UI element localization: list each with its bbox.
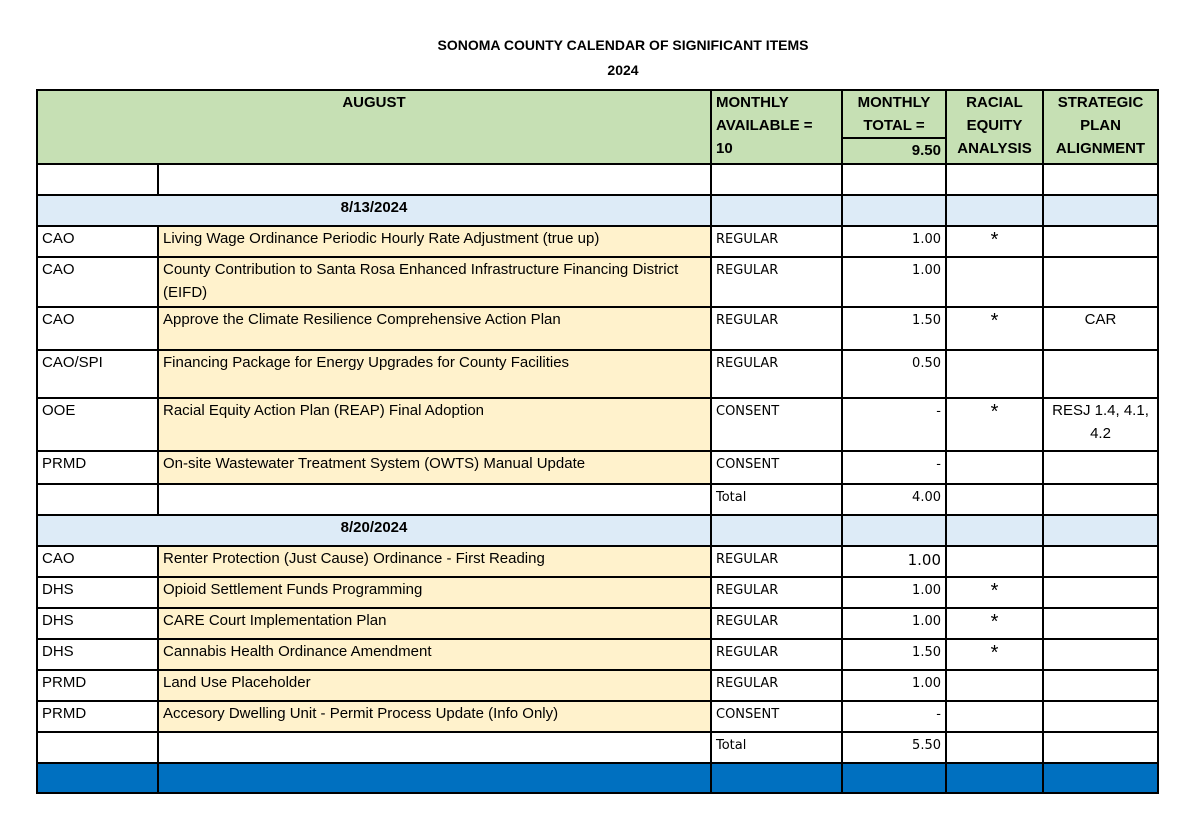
date-row-empty-cell [1043, 195, 1158, 226]
item-description-cell: Approve the Climate Resilience Comprehensive Action Plan [158, 307, 711, 350]
blank-cell [711, 164, 842, 195]
monthly-total-label-2: TOTAL = [863, 117, 925, 134]
racial-equity-cell: * [946, 639, 1043, 670]
total-row-empty-cell [37, 484, 158, 515]
footer-bar-cell [842, 763, 946, 793]
total-row-empty-cell [1043, 732, 1158, 763]
item-description-cell: Opioid Settlement Funds Programming [158, 577, 711, 608]
item-type-cell: REGULAR [711, 350, 842, 398]
item-type-cell: CONSENT [711, 701, 842, 732]
monthly-total-value: 9.50 [843, 137, 945, 162]
item-type-cell: REGULAR [711, 608, 842, 639]
total-label: Total [711, 732, 842, 763]
department-cell: CAO [37, 307, 158, 350]
department-cell: CAO [37, 226, 158, 257]
item-description-cell: Cannabis Health Ordinance Amendment [158, 639, 711, 670]
blank-cell [946, 164, 1043, 195]
footer-bar-row [37, 763, 1158, 793]
total-row-empty-cell [158, 732, 711, 763]
meeting-date: 8/20/2024 [37, 515, 711, 546]
date-row-empty-cell [842, 515, 946, 546]
total-row [37, 732, 1158, 763]
table-row [37, 546, 1158, 577]
racial-equity-label-2: EQUITY [966, 117, 1023, 134]
monthly-available-label-2: AVAILABLE = [716, 117, 813, 134]
date-row-empty-cell [711, 195, 842, 226]
date-row-empty-cell [842, 195, 946, 226]
document-year: 2024 [607, 62, 639, 78]
meeting-date: 8/13/2024 [37, 195, 711, 226]
department-cell: PRMD [37, 670, 158, 701]
month-header: AUGUST [37, 90, 711, 164]
footer-bar-cell [37, 763, 158, 793]
footer-bar-cell [1043, 763, 1158, 793]
blank-row [37, 164, 1158, 195]
calendar-table [36, 89, 1159, 794]
date-row-empty-cell [1043, 515, 1158, 546]
table-row [37, 639, 1158, 670]
item-description-cell: County Contribution to Santa Rosa Enhanced Infrastructure Financing District (EIFD) [158, 257, 711, 307]
table-row [37, 451, 1158, 484]
strategic-plan-label-2: PLAN [1080, 117, 1121, 134]
department-cell: DHS [37, 577, 158, 608]
time-amount-cell: 1.50 [842, 307, 946, 350]
strategic-plan-label-1: STRATEGIC [1057, 94, 1144, 111]
monthly-available-header [711, 90, 842, 164]
racial-equity-cell [946, 546, 1043, 577]
racial-equity-label-1: RACIAL [966, 94, 1023, 111]
table-row [37, 701, 1158, 732]
department-cell: DHS [37, 639, 158, 670]
item-description-cell: Land Use Placeholder [158, 670, 711, 701]
strategic-plan-cell [1043, 226, 1158, 257]
time-amount-cell: 0.50 [842, 350, 946, 398]
time-amount-cell: 1.00 [842, 577, 946, 608]
table-row [37, 350, 1158, 398]
time-amount-cell: - [842, 398, 946, 451]
document-title: SONOMA COUNTY CALENDAR OF SIGNIFICANT ITEMS [437, 37, 809, 53]
date-row-empty-cell [711, 515, 842, 546]
strategic-plan-cell [1043, 670, 1158, 701]
item-description-cell: Renter Protection (Just Cause) Ordinance - First Reading [158, 546, 711, 577]
item-type-cell: REGULAR [711, 307, 842, 350]
racial-equity-header [946, 90, 1043, 164]
strategic-plan-cell [1043, 639, 1158, 670]
monthly-total-label-1: MONTHLY [857, 94, 931, 111]
total-row-empty-cell [158, 484, 711, 515]
item-type-cell: CONSENT [711, 398, 842, 451]
racial-equity-cell: * [946, 577, 1043, 608]
time-amount-cell: 1.00 [842, 670, 946, 701]
item-type-cell: REGULAR [711, 577, 842, 608]
table-row [37, 226, 1158, 257]
racial-equity-cell: * [946, 226, 1043, 257]
item-description-cell: Accesory Dwelling Unit - Permit Process Update (Info Only) [158, 701, 711, 732]
strategic-plan-cell [1043, 608, 1158, 639]
date-row-empty-cell [946, 195, 1043, 226]
table-row [37, 577, 1158, 608]
strategic-plan-cell [1043, 701, 1158, 732]
strategic-plan-cell: CAR [1043, 307, 1158, 350]
time-amount-cell: 1.50 [842, 639, 946, 670]
time-amount-cell: - [842, 451, 946, 484]
blank-cell [1043, 164, 1158, 195]
table-row [37, 670, 1158, 701]
strategic-plan-cell [1043, 451, 1158, 484]
header-row [37, 90, 1158, 164]
blank-cell [37, 164, 158, 195]
monthly-available-label-1: MONTHLY [716, 94, 789, 111]
strategic-plan-cell [1043, 350, 1158, 398]
table-row [37, 257, 1158, 307]
item-description-cell: Financing Package for Energy Upgrades for County Facilities [158, 350, 711, 398]
total-label: Total [711, 484, 842, 515]
item-description-cell: Living Wage Ordinance Periodic Hourly Rate Adjustment (true up) [158, 226, 711, 257]
item-description-cell: On-site Wastewater Treatment System (OWTS) Manual Update [158, 451, 711, 484]
time-amount-cell: 1.00 [842, 546, 946, 577]
time-amount-cell: 1.00 [842, 226, 946, 257]
time-amount-cell: - [842, 701, 946, 732]
total-value: 5.50 [842, 732, 946, 763]
item-type-cell: REGULAR [711, 257, 842, 307]
racial-equity-cell [946, 670, 1043, 701]
total-value: 4.00 [842, 484, 946, 515]
strategic-plan-label-3: ALIGNMENT [1055, 140, 1146, 157]
department-cell: CAO [37, 546, 158, 577]
footer-bar-cell [946, 763, 1043, 793]
table-row [37, 398, 1158, 451]
monthly-available-value: 10 [716, 140, 733, 157]
monthly-total-header [842, 90, 946, 164]
department-cell: CAO [37, 257, 158, 307]
racial-equity-cell [946, 701, 1043, 732]
racial-equity-cell: * [946, 398, 1043, 451]
item-description-cell: CARE Court Implementation Plan [158, 608, 711, 639]
racial-equity-cell: * [946, 307, 1043, 350]
racial-equity-cell [946, 257, 1043, 307]
time-amount-cell: 1.00 [842, 257, 946, 307]
footer-bar-cell [158, 763, 711, 793]
total-row-empty-cell [946, 732, 1043, 763]
total-row-empty-cell [37, 732, 158, 763]
strategic-plan-cell [1043, 546, 1158, 577]
racial-equity-cell [946, 451, 1043, 484]
strategic-plan-header [1043, 90, 1158, 164]
department-cell: DHS [37, 608, 158, 639]
blank-cell [158, 164, 711, 195]
total-row-empty-cell [946, 484, 1043, 515]
racial-equity-cell: * [946, 608, 1043, 639]
item-type-cell: REGULAR [711, 226, 842, 257]
date-row [37, 515, 1158, 546]
item-description-cell: Racial Equity Action Plan (REAP) Final Adoption [158, 398, 711, 451]
item-type-cell: CONSENT [711, 451, 842, 484]
department-cell: PRMD [37, 451, 158, 484]
item-type-cell: REGULAR [711, 546, 842, 577]
racial-equity-cell [946, 350, 1043, 398]
department-cell: PRMD [37, 701, 158, 732]
date-row-empty-cell [946, 515, 1043, 546]
blank-cell [842, 164, 946, 195]
table-row [37, 307, 1158, 350]
total-row-empty-cell [1043, 484, 1158, 515]
department-cell: CAO/SPI [37, 350, 158, 398]
item-type-cell: REGULAR [711, 639, 842, 670]
strategic-plan-cell [1043, 577, 1158, 608]
time-amount-cell: 1.00 [842, 608, 946, 639]
date-row [37, 195, 1158, 226]
footer-bar-cell [711, 763, 842, 793]
strategic-plan-cell [1043, 257, 1158, 307]
department-cell: OOE [37, 398, 158, 451]
strategic-plan-cell: RESJ 1.4, 4.1, 4.2 [1043, 398, 1158, 451]
table-row [37, 608, 1158, 639]
racial-equity-label-3: ANALYSIS [957, 140, 1032, 157]
item-type-cell: REGULAR [711, 670, 842, 701]
total-row [37, 484, 1158, 515]
